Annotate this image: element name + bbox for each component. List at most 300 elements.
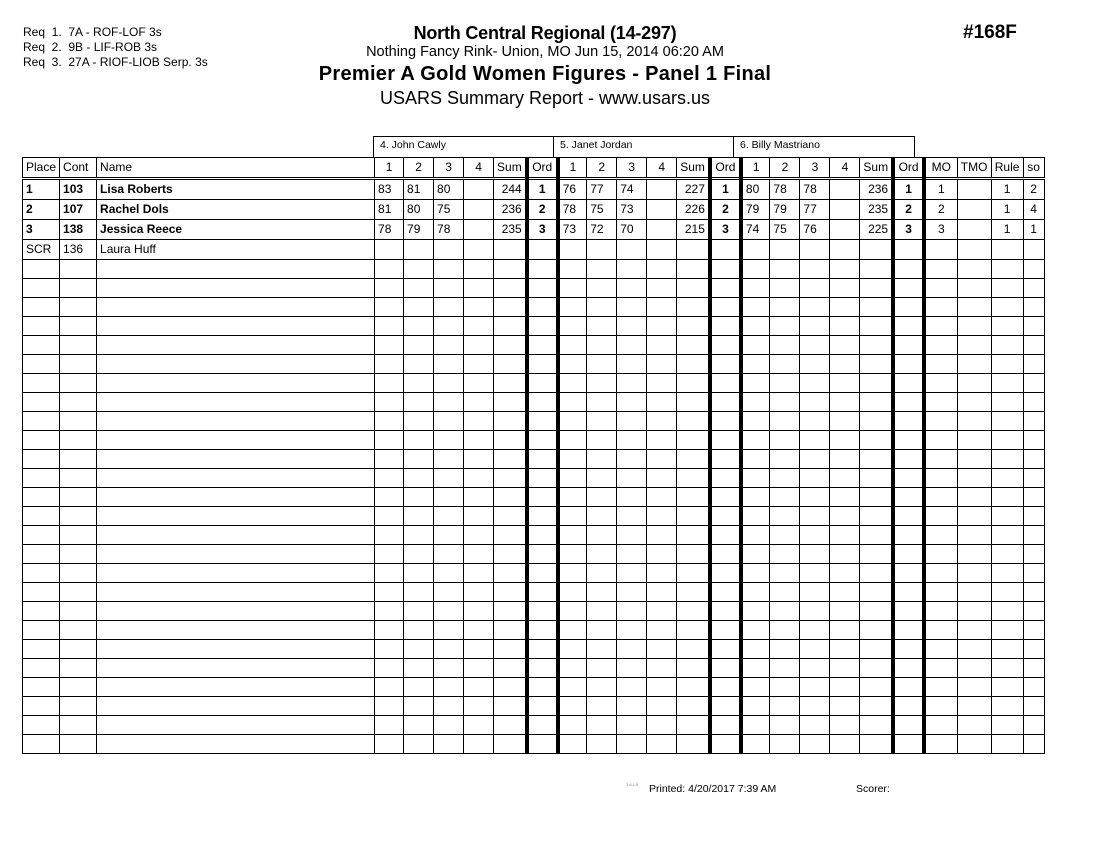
judge4-score2 xyxy=(404,240,434,260)
judge6-score3 xyxy=(800,412,830,431)
judge5-score3 xyxy=(617,336,647,355)
col-header-tmo: TMO xyxy=(957,158,991,179)
judge4-score1 xyxy=(375,298,404,317)
rule-cell xyxy=(991,507,1023,526)
judge6-score1 xyxy=(741,583,770,602)
place-cell xyxy=(23,374,60,393)
judge6-score4 xyxy=(830,526,860,545)
judge6-score4 xyxy=(830,659,860,678)
judge6-score3 xyxy=(800,659,830,678)
rule-cell xyxy=(991,279,1023,298)
judge4-score4 xyxy=(464,412,494,431)
judge6-ordinal xyxy=(893,355,924,374)
judge6-sum: 225 xyxy=(860,220,893,240)
judge-header-4: 4. John Cawly xyxy=(373,136,554,157)
judge6-score3 xyxy=(800,640,830,659)
judge6-score3 xyxy=(800,526,830,545)
judge4-score2 xyxy=(404,602,434,621)
judge5-ordinal xyxy=(710,374,741,393)
judge5-score4 xyxy=(647,374,677,393)
judge5-sum xyxy=(677,374,710,393)
judge6-score4 xyxy=(830,393,860,412)
mo-cell xyxy=(924,602,957,621)
judge4-score1 xyxy=(375,488,404,507)
cont-cell xyxy=(60,716,97,735)
judge5-sum xyxy=(677,697,710,716)
so-cell xyxy=(1023,621,1044,640)
judge4-score2 xyxy=(404,716,434,735)
judge4-score3 xyxy=(434,469,464,488)
judge4-score3 xyxy=(434,735,464,754)
judge6-score3 xyxy=(800,240,830,260)
cont-cell xyxy=(60,659,97,678)
cont-cell xyxy=(60,545,97,564)
judge6-score2 xyxy=(770,716,800,735)
judge4-ordinal xyxy=(527,279,558,298)
tmo-cell xyxy=(957,602,991,621)
judge6-score3 xyxy=(800,488,830,507)
name-cell xyxy=(97,298,375,317)
judge5-ordinal xyxy=(710,564,741,583)
judge5-score2: 77 xyxy=(587,179,617,200)
rule-cell: 1 xyxy=(991,200,1023,220)
judge4-score4 xyxy=(464,355,494,374)
tmo-cell xyxy=(957,640,991,659)
mo-cell: 3 xyxy=(924,220,957,240)
tmo-cell xyxy=(957,697,991,716)
cont-cell: 136 xyxy=(60,240,97,260)
judge4-score1 xyxy=(375,240,404,260)
rule-cell xyxy=(991,735,1023,754)
table-row xyxy=(23,640,1045,659)
judge4-ordinal xyxy=(527,412,558,431)
name-cell xyxy=(97,507,375,526)
so-cell xyxy=(1023,526,1044,545)
judge4-score2 xyxy=(404,621,434,640)
tmo-cell xyxy=(957,279,991,298)
so-cell xyxy=(1023,583,1044,602)
so-cell xyxy=(1023,469,1044,488)
table-row xyxy=(23,200,1045,220)
so-cell xyxy=(1023,431,1044,450)
judge5-ordinal xyxy=(710,260,741,279)
judge4-score2 xyxy=(404,279,434,298)
table-row xyxy=(23,298,1045,317)
rule-cell xyxy=(991,393,1023,412)
judge6-score2 xyxy=(770,240,800,260)
place-cell xyxy=(23,298,60,317)
rule-cell xyxy=(991,697,1023,716)
mo-cell xyxy=(924,545,957,564)
judge6-score4 xyxy=(830,355,860,374)
judge5-score2 xyxy=(587,526,617,545)
judge4-score4 xyxy=(464,640,494,659)
judge5-score1 xyxy=(558,507,587,526)
tmo-cell xyxy=(957,621,991,640)
judge5-score2 xyxy=(587,450,617,469)
cont-cell: 103 xyxy=(60,179,97,200)
judge6-score2 xyxy=(770,678,800,697)
table-row xyxy=(23,260,1045,279)
so-cell xyxy=(1023,279,1044,298)
place-cell xyxy=(23,526,60,545)
judge6-score3 xyxy=(800,298,830,317)
judge6-score1 xyxy=(741,317,770,336)
judge4-score4 xyxy=(464,602,494,621)
judge5-sum xyxy=(677,412,710,431)
judge5-score1 xyxy=(558,469,587,488)
event-number: #168F xyxy=(963,22,1017,43)
judge5-score1 xyxy=(558,279,587,298)
judge6-score4 xyxy=(830,621,860,640)
tmo-cell xyxy=(957,488,991,507)
judge6-score2 xyxy=(770,488,800,507)
mo-cell xyxy=(924,431,957,450)
judge4-score1 xyxy=(375,621,404,640)
judge4-score3 xyxy=(434,640,464,659)
judge6-score4 xyxy=(830,716,860,735)
judge5-ordinal xyxy=(710,716,741,735)
judge5-score4 xyxy=(647,200,677,220)
judge4-score3 xyxy=(434,355,464,374)
judge5-score4 xyxy=(647,621,677,640)
judge5-score2 xyxy=(587,621,617,640)
col-header-name: Name xyxy=(97,158,375,179)
table-row xyxy=(23,450,1045,469)
judge6-score4 xyxy=(830,488,860,507)
judge6-ordinal xyxy=(893,488,924,507)
judge4-ordinal xyxy=(527,526,558,545)
judge4-score1 xyxy=(375,431,404,450)
judge6-score4 xyxy=(830,450,860,469)
so-cell xyxy=(1023,298,1044,317)
judge6-score3 xyxy=(800,697,830,716)
judge5-score3 xyxy=(617,240,647,260)
judge5-score3 xyxy=(617,260,647,279)
name-cell xyxy=(97,279,375,298)
judge5-score2 xyxy=(587,412,617,431)
judge5-score2: 72 xyxy=(587,220,617,240)
judge4-ordinal xyxy=(527,336,558,355)
so-cell xyxy=(1023,450,1044,469)
tmo-cell xyxy=(957,507,991,526)
judge4-ordinal xyxy=(527,450,558,469)
judge4-score4 xyxy=(464,179,494,200)
judge6-score2 xyxy=(770,545,800,564)
judge5-score2 xyxy=(587,583,617,602)
place-cell xyxy=(23,602,60,621)
judge5-score2 xyxy=(587,374,617,393)
judge6-score1 xyxy=(741,374,770,393)
judge6-score2: 75 xyxy=(770,220,800,240)
judge5-score2 xyxy=(587,240,617,260)
judge6-score2 xyxy=(770,298,800,317)
mo-cell xyxy=(924,260,957,279)
judge4-score1 xyxy=(375,640,404,659)
judge5-score3 xyxy=(617,450,647,469)
name-cell xyxy=(97,621,375,640)
place-cell xyxy=(23,640,60,659)
place-cell xyxy=(23,412,60,431)
judge6-sum xyxy=(860,735,893,754)
name-cell xyxy=(97,431,375,450)
place-cell xyxy=(23,716,60,735)
judge4-score4 xyxy=(464,393,494,412)
table-row xyxy=(23,583,1045,602)
judge4-score2 xyxy=(404,678,434,697)
judge4-score2 xyxy=(404,260,434,279)
judge6-ordinal xyxy=(893,431,924,450)
cont-cell xyxy=(60,507,97,526)
judge4-score1 xyxy=(375,355,404,374)
table-row xyxy=(23,488,1045,507)
judge4-sum xyxy=(494,564,527,583)
so-cell xyxy=(1023,564,1044,583)
judge5-sum xyxy=(677,735,710,754)
judge5-score2 xyxy=(587,279,617,298)
tmo-cell xyxy=(957,659,991,678)
judge6-ordinal xyxy=(893,240,924,260)
judge5-score1 xyxy=(558,526,587,545)
cont-cell xyxy=(60,678,97,697)
judge6-ordinal xyxy=(893,621,924,640)
judge6-score4 xyxy=(830,200,860,220)
judge4-score1 xyxy=(375,602,404,621)
judge4-sum xyxy=(494,659,527,678)
mo-cell xyxy=(924,317,957,336)
judge6-sum xyxy=(860,298,893,317)
judge6-score2 xyxy=(770,583,800,602)
judge5-ordinal: 2 xyxy=(710,200,741,220)
tmo-cell xyxy=(957,336,991,355)
so-cell xyxy=(1023,488,1044,507)
name-cell xyxy=(97,659,375,678)
judge6-sum xyxy=(860,507,893,526)
judge6-ordinal xyxy=(893,716,924,735)
judge6-score2 xyxy=(770,355,800,374)
judge6-sum xyxy=(860,260,893,279)
mo-cell xyxy=(924,583,957,602)
judge4-score3: 75 xyxy=(434,200,464,220)
place-cell: 1 xyxy=(23,179,60,200)
tmo-cell xyxy=(957,355,991,374)
judge4-score3 xyxy=(434,374,464,393)
judge6-score3 xyxy=(800,336,830,355)
judge4-sum: 244 xyxy=(494,179,527,200)
judge6-score4 xyxy=(830,317,860,336)
judge6-ordinal xyxy=(893,564,924,583)
judge5-score2: 75 xyxy=(587,200,617,220)
table-row xyxy=(23,716,1045,735)
venue-date: Nothing Fancy Rink- Union, MO Jun 15, 2014 06:20 AM xyxy=(366,44,724,60)
judge4-score4 xyxy=(464,545,494,564)
judge5-score4 xyxy=(647,220,677,240)
judge5-sum xyxy=(677,526,710,545)
judge4-score3 xyxy=(434,697,464,716)
col-header-j4-1: 1 xyxy=(375,158,404,179)
mo-cell xyxy=(924,374,957,393)
judge6-score1 xyxy=(741,412,770,431)
judge4-ordinal xyxy=(527,317,558,336)
cont-cell xyxy=(60,564,97,583)
so-cell xyxy=(1023,602,1044,621)
tmo-cell xyxy=(957,260,991,279)
judge4-score2 xyxy=(404,450,434,469)
judge4-ordinal xyxy=(527,621,558,640)
judge4-score1 xyxy=(375,260,404,279)
judge6-ordinal xyxy=(893,659,924,678)
judge6-score4 xyxy=(830,220,860,240)
judge5-ordinal xyxy=(710,298,741,317)
judge4-score4 xyxy=(464,374,494,393)
rule-cell xyxy=(991,640,1023,659)
judge6-score3 xyxy=(800,545,830,564)
judge5-score1 xyxy=(558,659,587,678)
judge4-sum: 235 xyxy=(494,220,527,240)
judge5-score1 xyxy=(558,240,587,260)
judge6-score1 xyxy=(741,735,770,754)
judge6-score3: 77 xyxy=(800,200,830,220)
judge5-sum xyxy=(677,298,710,317)
judge4-score3 xyxy=(434,488,464,507)
judge6-score1 xyxy=(741,697,770,716)
judge4-score4 xyxy=(464,583,494,602)
judge4-score4 xyxy=(464,298,494,317)
table-row xyxy=(23,678,1045,697)
name-cell: Lisa Roberts xyxy=(97,179,375,200)
mo-cell xyxy=(924,279,957,298)
judge4-ordinal xyxy=(527,488,558,507)
judge-header-6: 6. Billy Mastriano xyxy=(733,136,915,157)
judge5-ordinal xyxy=(710,640,741,659)
judge4-sum xyxy=(494,240,527,260)
judge6-ordinal xyxy=(893,336,924,355)
judge4-score1: 81 xyxy=(375,200,404,220)
judge5-score1 xyxy=(558,431,587,450)
judge6-score2 xyxy=(770,374,800,393)
judge6-ordinal xyxy=(893,374,924,393)
rule-cell xyxy=(991,317,1023,336)
judge5-score2 xyxy=(587,317,617,336)
mo-cell xyxy=(924,469,957,488)
judge4-ordinal xyxy=(527,507,558,526)
judge5-score3: 70 xyxy=(617,220,647,240)
judge5-score3 xyxy=(617,355,647,374)
judge4-ordinal xyxy=(527,545,558,564)
judge6-score4 xyxy=(830,431,860,450)
judge4-score4 xyxy=(464,317,494,336)
name-cell xyxy=(97,355,375,374)
judge-header-5: 5. Janet Jordan xyxy=(553,136,734,157)
judge4-sum xyxy=(494,678,527,697)
judge4-score4 xyxy=(464,488,494,507)
judge6-score1 xyxy=(741,393,770,412)
so-cell xyxy=(1023,240,1044,260)
judge5-score4 xyxy=(647,507,677,526)
judge6-sum xyxy=(860,336,893,355)
judge6-score2 xyxy=(770,640,800,659)
judge4-score1 xyxy=(375,279,404,298)
mo-cell xyxy=(924,240,957,260)
judge6-score1 xyxy=(741,450,770,469)
judge4-score4 xyxy=(464,564,494,583)
judge5-score1: 78 xyxy=(558,200,587,220)
judge4-score3 xyxy=(434,393,464,412)
table-row xyxy=(23,469,1045,488)
table-row xyxy=(23,431,1045,450)
judge6-ordinal xyxy=(893,393,924,412)
judge5-score1 xyxy=(558,564,587,583)
judge5-score2 xyxy=(587,602,617,621)
judge4-sum xyxy=(494,412,527,431)
rule-cell xyxy=(991,336,1023,355)
so-cell xyxy=(1023,393,1044,412)
judge6-score3 xyxy=(800,621,830,640)
so-cell xyxy=(1023,507,1044,526)
judge5-score3 xyxy=(617,431,647,450)
judge4-sum xyxy=(494,279,527,298)
judge5-ordinal xyxy=(710,583,741,602)
judge5-sum xyxy=(677,545,710,564)
judge6-score3 xyxy=(800,469,830,488)
judge6-score4 xyxy=(830,697,860,716)
mo-cell xyxy=(924,393,957,412)
judge6-score4 xyxy=(830,564,860,583)
judge5-score4 xyxy=(647,583,677,602)
name-cell xyxy=(97,488,375,507)
judge5-sum xyxy=(677,583,710,602)
judge6-score4 xyxy=(830,602,860,621)
judge4-sum xyxy=(494,298,527,317)
tmo-cell xyxy=(957,317,991,336)
tmo-cell xyxy=(957,200,991,220)
name-cell xyxy=(97,678,375,697)
judge5-sum xyxy=(677,431,710,450)
judge4-ordinal xyxy=(527,393,558,412)
judge4-sum xyxy=(494,716,527,735)
judge4-score1 xyxy=(375,697,404,716)
judge6-score2 xyxy=(770,697,800,716)
judge6-score1 xyxy=(741,488,770,507)
judge5-score4 xyxy=(647,431,677,450)
mo-cell: 2 xyxy=(924,200,957,220)
judge6-score4 xyxy=(830,336,860,355)
tmo-cell xyxy=(957,374,991,393)
rule-cell xyxy=(991,260,1023,279)
col-header-j5-4: 4 xyxy=(647,158,677,179)
judge5-score2 xyxy=(587,697,617,716)
judge4-score1 xyxy=(375,564,404,583)
place-cell xyxy=(23,735,60,754)
so-cell xyxy=(1023,260,1044,279)
mo-cell xyxy=(924,640,957,659)
report-header xyxy=(300,22,790,109)
judge6-score4 xyxy=(830,735,860,754)
table-row xyxy=(23,336,1045,355)
judge5-score4 xyxy=(647,716,677,735)
mo-cell xyxy=(924,488,957,507)
judge6-score2: 79 xyxy=(770,200,800,220)
judge4-score1 xyxy=(375,412,404,431)
place-cell xyxy=(23,431,60,450)
judge6-score1 xyxy=(741,298,770,317)
judge5-score3 xyxy=(617,412,647,431)
judge4-score3 xyxy=(434,260,464,279)
judge4-score3 xyxy=(434,317,464,336)
judge5-sum xyxy=(677,716,710,735)
judge6-ordinal xyxy=(893,526,924,545)
judge5-score1 xyxy=(558,374,587,393)
